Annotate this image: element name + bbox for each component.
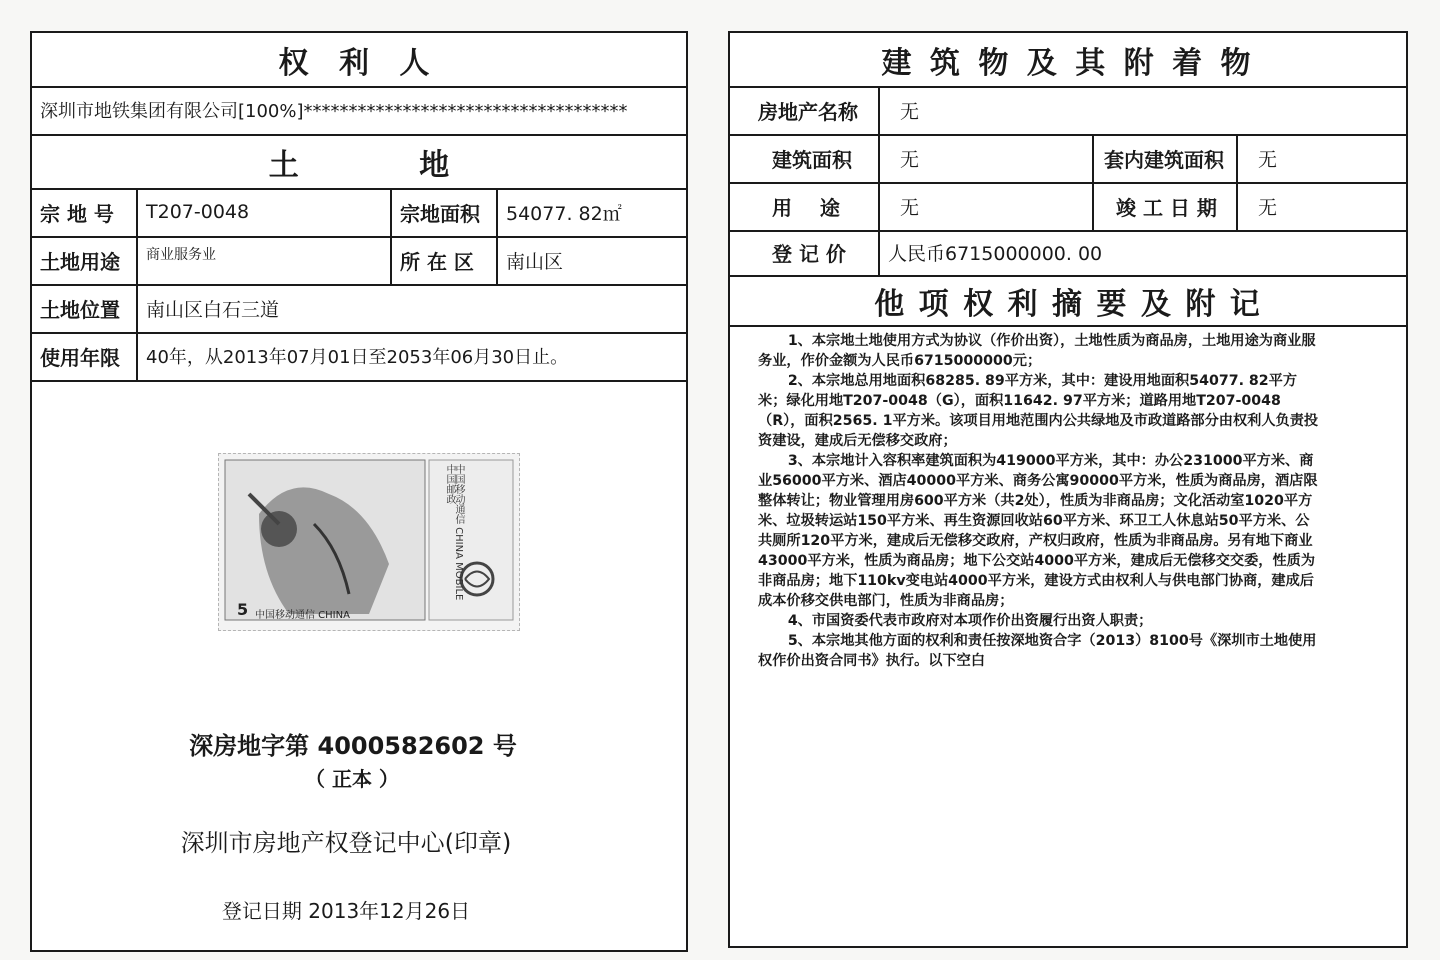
parcel-no-label: 宗 地 号 bbox=[40, 201, 114, 226]
building-header-text: 建 筑 物 及 其 附 着 物 bbox=[881, 45, 1255, 81]
land-use-value: 商业服务业 bbox=[136, 236, 390, 284]
district-label: 所 在 区 bbox=[390, 236, 496, 284]
owner-value: 深圳市地铁集团有限公司[100%]************************************ bbox=[40, 101, 628, 122]
parcel-row bbox=[32, 188, 686, 238]
issuer: 深圳市房地产权登记中心(印章) bbox=[180, 829, 512, 857]
owner-row bbox=[32, 86, 686, 136]
stamp-denomination: 5 bbox=[237, 600, 249, 619]
note-item: 5、本宗地其他方面的权利和责任按深地资合字（2013）8100号《深圳市土地使用权作价出资合同书》执行。以下空白 bbox=[758, 633, 1317, 669]
location-row bbox=[32, 284, 686, 334]
land-header bbox=[32, 136, 686, 190]
parcel-area-value: 54077. 82㎡ bbox=[496, 188, 686, 236]
completion-label: 竣 工 日 期 bbox=[1092, 182, 1236, 230]
inner-area-value: 无 bbox=[1236, 134, 1406, 182]
re-name-value: 无 bbox=[878, 86, 1406, 134]
inner-area-label: 套内建筑面积 bbox=[1092, 134, 1236, 182]
other-rights-header bbox=[730, 277, 1406, 327]
postage-stamp bbox=[218, 453, 520, 631]
usage-value: 无 bbox=[878, 182, 1092, 230]
note-item: 2、本宗地总用地面积68285. 89平方米，其中：建设用地面积54077. 82平方米；绿化用地T207-0048（G），面积11642. 97平方米；道路用地T207-0048（R），面积2565. 1平方米。该项目用地范围内公共绿地及市政道路部分由权利人负责投资建设，建成后无偿移交政府； bbox=[758, 373, 1319, 449]
right-certificate-page bbox=[728, 31, 1408, 948]
usage-label: 用 途 bbox=[772, 195, 840, 220]
stamp-figure-illustration bbox=[219, 454, 519, 630]
note-item: 1、本宗地土地使用方式为协议（作价出资），土地性质为商品房，土地用途为商业服务业，作价金额为人民币6715000000元； bbox=[758, 333, 1316, 369]
term-label: 使用年限 bbox=[40, 345, 120, 370]
parcel-area-label: 宗地面积 bbox=[390, 188, 496, 236]
building-header bbox=[730, 33, 1406, 88]
area-row bbox=[730, 134, 1406, 184]
build-area-value: 无 bbox=[878, 134, 1092, 182]
note-item: 4、市国资委代表市政府对本项作价出资履行出资人职责； bbox=[787, 613, 1153, 629]
land-use-row bbox=[32, 236, 686, 286]
reg-price-label: 登 记 价 bbox=[772, 242, 846, 266]
re-name-row bbox=[730, 86, 1406, 136]
build-area-label: 建筑面积 bbox=[772, 147, 852, 172]
completion-value: 无 bbox=[1236, 182, 1406, 230]
notes-block bbox=[758, 331, 1320, 671]
land-header-text: 土 地 bbox=[268, 148, 450, 183]
note-item: 3、本宗地计入容积率建筑面积为419000平方米，其中：办公231000平方米、商业56000平方米、酒店40000平方米、商务公寓90000平方米，性质为商品房，酒店限整体转让；物业管理用房600平方米（共2处），性质为非商品房；文化活动室1020平方米、垃圾转运站150平方米、再生资源回收站60平方米、环卫工人休息站50平方米、公共厕所120平方米，建成后无偿移交政府，产权归政府，性质为非商品房。另有地下商业43000平方米，性质为商品房；地下公交站4000平方米，建成后无偿移交交委，性质为非商品房；地下110kv变电站4000平方米，建设方式由权利人与供电部门协商，建成后成本价移交供电部门，性质为非商品房； bbox=[758, 453, 1318, 609]
stamp-country: 中国移动通信 CHINA bbox=[255, 610, 350, 621]
stamp-label: 中国邮政 bbox=[444, 464, 455, 504]
reg-price-value: 人民币6715000000. 00 bbox=[878, 230, 1406, 275]
usage-row bbox=[730, 182, 1406, 232]
term-value: 40年，从2013年07月01日至2053年06月30日止。 bbox=[136, 332, 686, 380]
registration-date: 登记日期 2013年12月26日 bbox=[221, 899, 471, 923]
owner-header bbox=[32, 33, 686, 88]
certificate-number: 深房地字第 4000582602 号 bbox=[189, 732, 517, 760]
reg-price-row bbox=[730, 230, 1406, 277]
parcel-no-value: T207-0048 bbox=[136, 188, 390, 236]
certificate-type: （ 正本 ） bbox=[305, 767, 399, 791]
location-label: 土地位置 bbox=[40, 297, 120, 322]
left-certificate-page bbox=[30, 31, 688, 952]
other-rights-header-text: 他 项 权 利 摘 要 及 附 记 bbox=[874, 287, 1262, 322]
location-value: 南山区白石三道 bbox=[136, 284, 686, 332]
district-value: 南山区 bbox=[496, 236, 686, 284]
owner-header-text: 权 利 人 bbox=[278, 45, 440, 81]
land-use-label: 土地用途 bbox=[40, 249, 120, 274]
term-row bbox=[32, 332, 686, 382]
stamp-brand: 中国移动通信 CHINA MOBILE bbox=[453, 464, 464, 601]
re-name-label: 房地产名称 bbox=[758, 99, 858, 124]
